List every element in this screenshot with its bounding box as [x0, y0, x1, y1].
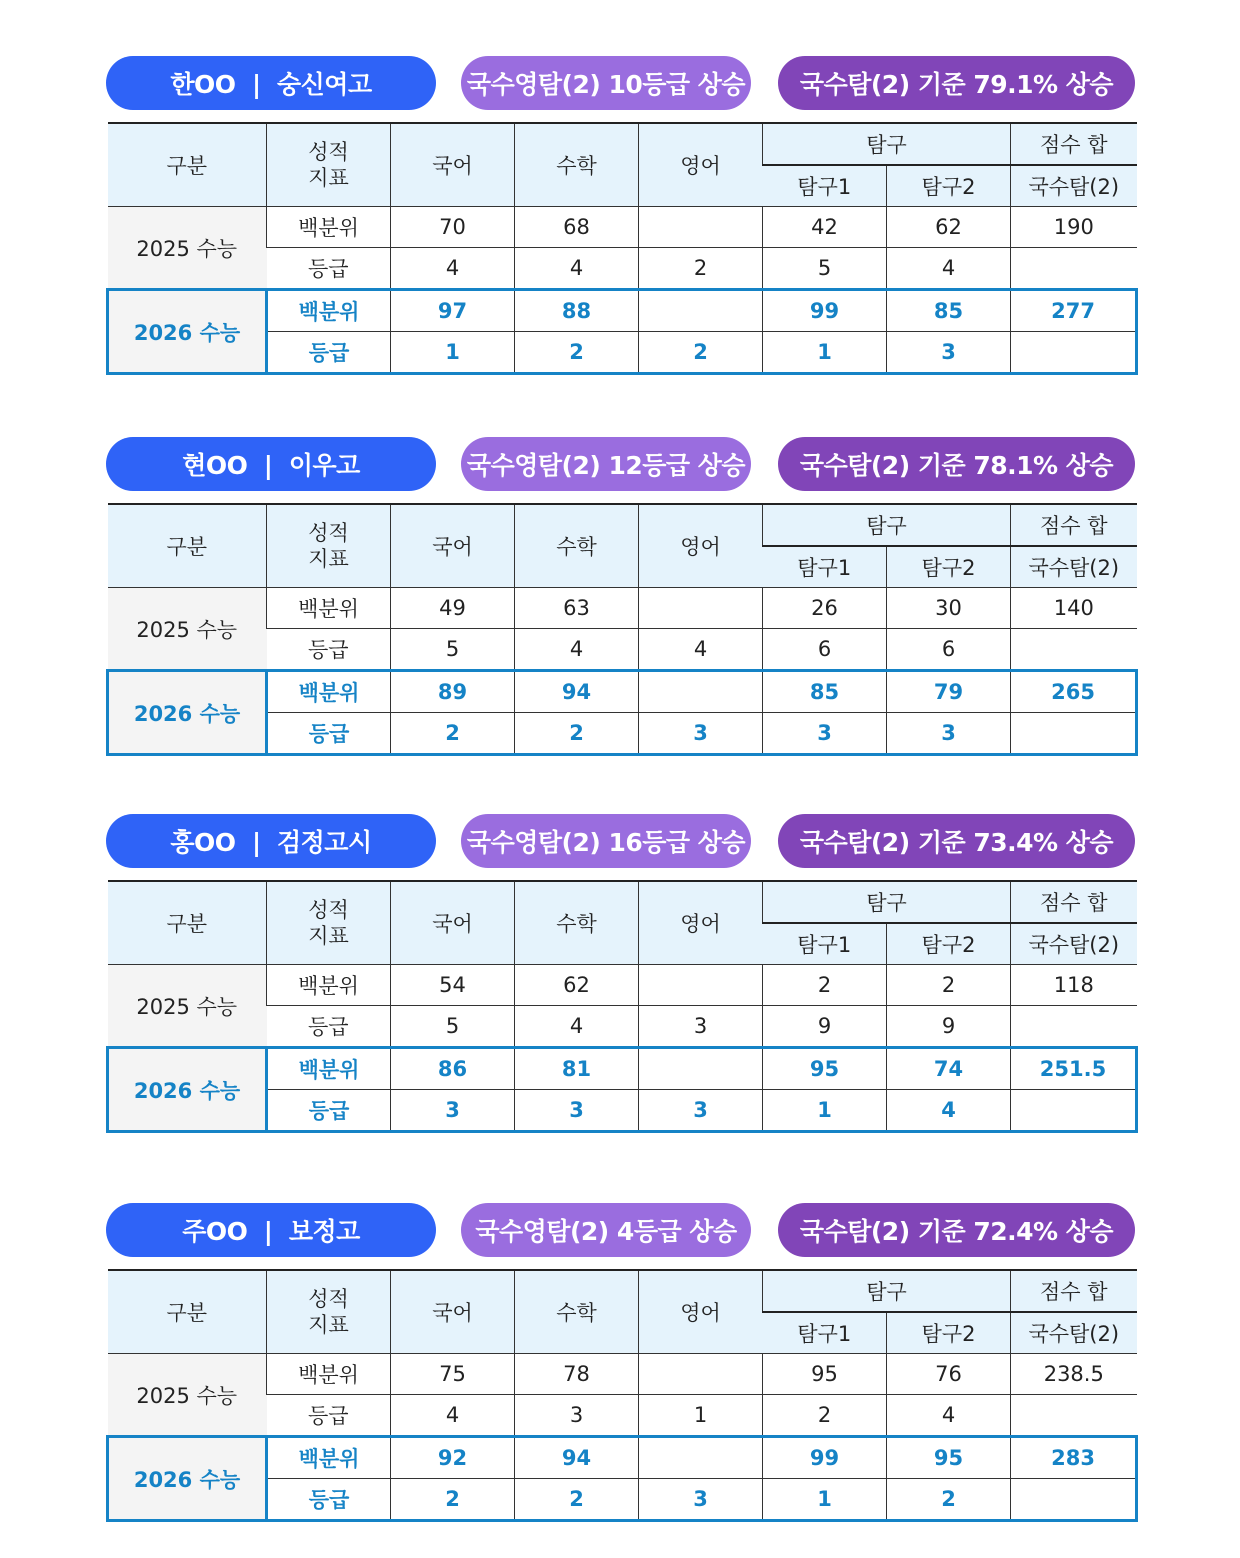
sum-cell — [1011, 1395, 1137, 1437]
year-2026-label: 2026 수능 — [108, 290, 267, 374]
math-cell: 94 — [515, 671, 639, 713]
header-indicator: 성적 지표 — [267, 504, 391, 588]
header-inquiry: 탐구 — [763, 504, 1011, 546]
math-cell: 62 — [515, 965, 639, 1006]
english-cell — [639, 588, 763, 629]
header-english: 영어 — [639, 504, 763, 588]
sum-cell: 190 — [1011, 207, 1137, 248]
inquiry1-cell: 1 — [763, 1090, 887, 1132]
inquiry1-cell: 85 — [763, 671, 887, 713]
korean-cell: 75 — [391, 1354, 515, 1395]
math-cell: 4 — [515, 248, 639, 290]
english-cell: 3 — [639, 1479, 763, 1521]
header-inquiry1: 탐구1 — [763, 923, 887, 965]
korean-cell: 5 — [391, 1006, 515, 1048]
header-inquiry2: 탐구2 — [887, 165, 1011, 207]
indicator-label: 등급 — [267, 248, 391, 290]
header-sum-sub: 국수탐(2) — [1011, 1312, 1137, 1354]
percent-improvement-badge: 국수탐(2) 기준 73.4% 상승 — [778, 814, 1135, 868]
inquiry2-cell: 6 — [887, 629, 1011, 671]
student-name-badge: 주OO | 보정고 — [106, 1203, 436, 1257]
year-2025-label: 2025 수능 — [108, 207, 267, 290]
inquiry2-cell: 76 — [887, 1354, 1011, 1395]
inquiry1-cell: 95 — [763, 1048, 887, 1090]
header-korean: 국어 — [391, 881, 515, 965]
math-cell: 81 — [515, 1048, 639, 1090]
math-cell: 94 — [515, 1437, 639, 1479]
indicator-label: 등급 — [267, 1090, 391, 1132]
year-2025-label: 2025 수능 — [108, 1354, 267, 1437]
inquiry2-cell: 3 — [887, 713, 1011, 755]
math-cell: 4 — [515, 1006, 639, 1048]
english-cell: 3 — [639, 713, 763, 755]
english-cell — [639, 290, 763, 332]
indicator-label: 백분위 — [267, 1354, 391, 1395]
english-cell: 3 — [639, 1006, 763, 1048]
summary-pills — [106, 437, 1135, 491]
inquiry2-cell: 4 — [887, 1395, 1011, 1437]
row-2026-percentile — [108, 1437, 1137, 1479]
math-cell: 63 — [515, 588, 639, 629]
inquiry2-cell: 4 — [887, 1090, 1011, 1132]
row-2026-percentile — [108, 1048, 1137, 1090]
indicator-label: 백분위 — [267, 588, 391, 629]
summary-pills — [106, 56, 1135, 110]
row-2025-percentile — [108, 1354, 1137, 1395]
inquiry2-cell: 4 — [887, 248, 1011, 290]
indicator-label: 백분위 — [267, 1437, 391, 1479]
header-inquiry: 탐구 — [763, 1270, 1011, 1312]
sum-cell: 238.5 — [1011, 1354, 1137, 1395]
indicator-label: 등급 — [267, 1479, 391, 1521]
inquiry1-cell: 26 — [763, 588, 887, 629]
header-inquiry1: 탐구1 — [763, 1312, 887, 1354]
percent-improvement-badge: 국수탐(2) 기준 79.1% 상승 — [778, 56, 1135, 110]
english-cell: 2 — [639, 248, 763, 290]
indicator-label: 백분위 — [267, 1048, 391, 1090]
inquiry1-cell: 2 — [763, 1395, 887, 1437]
english-cell — [639, 207, 763, 248]
sum-cell: 283 — [1011, 1437, 1137, 1479]
korean-cell: 92 — [391, 1437, 515, 1479]
header-indicator: 성적 지표 — [267, 1270, 391, 1354]
student-block — [106, 814, 1135, 1123]
header-korean: 국어 — [391, 1270, 515, 1354]
indicator-label: 백분위 — [267, 290, 391, 332]
header-inquiry: 탐구 — [763, 123, 1011, 165]
summary-pills — [106, 814, 1135, 868]
header-sum: 점수 합 — [1011, 1270, 1137, 1312]
inquiry2-cell: 74 — [887, 1048, 1011, 1090]
inquiry2-cell: 9 — [887, 1006, 1011, 1048]
korean-cell: 89 — [391, 671, 515, 713]
sum-cell: 251.5 — [1011, 1048, 1137, 1090]
indicator-label: 등급 — [267, 629, 391, 671]
summary-pills — [106, 1203, 1135, 1257]
header-korean: 국어 — [391, 504, 515, 588]
header-english: 영어 — [639, 1270, 763, 1354]
sum-cell: 265 — [1011, 671, 1137, 713]
sum-cell: 277 — [1011, 290, 1137, 332]
header-category: 구분 — [108, 504, 267, 588]
english-cell — [639, 1048, 763, 1090]
inquiry2-cell: 85 — [887, 290, 1011, 332]
korean-cell: 5 — [391, 629, 515, 671]
korean-cell: 70 — [391, 207, 515, 248]
english-cell — [639, 965, 763, 1006]
header-indicator: 성적 지표 — [267, 881, 391, 965]
english-cell — [639, 1354, 763, 1395]
header-inquiry2: 탐구2 — [887, 923, 1011, 965]
indicator-label: 등급 — [267, 1006, 391, 1048]
inquiry2-cell: 2 — [887, 1479, 1011, 1521]
korean-cell: 4 — [391, 1395, 515, 1437]
header-sum: 점수 합 — [1011, 123, 1137, 165]
score-table — [106, 880, 1138, 1133]
year-2026-label: 2026 수능 — [108, 1437, 267, 1521]
row-2026-percentile — [108, 290, 1137, 332]
inquiry1-cell: 1 — [763, 1479, 887, 1521]
indicator-label: 백분위 — [267, 671, 391, 713]
header-inquiry2: 탐구2 — [887, 546, 1011, 588]
row-2026-percentile — [108, 671, 1137, 713]
indicator-label: 등급 — [267, 332, 391, 374]
header-category: 구분 — [108, 123, 267, 207]
sum-cell — [1011, 1479, 1137, 1521]
grade-improvement-badge: 국수영탐(2) 16등급 상승 — [461, 814, 751, 868]
math-cell: 2 — [515, 332, 639, 374]
row-2025-percentile — [108, 965, 1137, 1006]
math-cell: 3 — [515, 1395, 639, 1437]
header-row — [108, 881, 1137, 923]
year-2025-label: 2025 수능 — [108, 588, 267, 671]
inquiry1-cell: 6 — [763, 629, 887, 671]
math-cell: 2 — [515, 1479, 639, 1521]
score-table — [106, 122, 1138, 375]
inquiry1-cell: 9 — [763, 1006, 887, 1048]
year-2026-label: 2026 수능 — [108, 1048, 267, 1132]
inquiry2-cell: 30 — [887, 588, 1011, 629]
header-math: 수학 — [515, 881, 639, 965]
grade-improvement-badge: 국수영탐(2) 10등급 상승 — [461, 56, 751, 110]
sum-cell — [1011, 1090, 1137, 1132]
header-category: 구분 — [108, 1270, 267, 1354]
row-2025-percentile — [108, 588, 1137, 629]
english-cell: 4 — [639, 629, 763, 671]
header-inquiry2: 탐구2 — [887, 1312, 1011, 1354]
student-block — [106, 56, 1135, 365]
korean-cell: 1 — [391, 332, 515, 374]
korean-cell: 49 — [391, 588, 515, 629]
header-sum-sub: 국수탐(2) — [1011, 923, 1137, 965]
inquiry2-cell: 79 — [887, 671, 1011, 713]
inquiry2-cell: 62 — [887, 207, 1011, 248]
english-cell: 2 — [639, 332, 763, 374]
header-math: 수학 — [515, 123, 639, 207]
header-sum-sub: 국수탐(2) — [1011, 546, 1137, 588]
header-indicator: 성적 지표 — [267, 123, 391, 207]
header-row — [108, 504, 1137, 546]
indicator-label: 백분위 — [267, 207, 391, 248]
indicator-label: 등급 — [267, 1395, 391, 1437]
grade-improvement-badge: 국수영탐(2) 4등급 상승 — [461, 1203, 751, 1257]
sum-cell: 118 — [1011, 965, 1137, 1006]
inquiry1-cell: 2 — [763, 965, 887, 1006]
english-cell: 3 — [639, 1090, 763, 1132]
korean-cell: 54 — [391, 965, 515, 1006]
grade-improvement-badge: 국수영탐(2) 12등급 상승 — [461, 437, 751, 491]
math-cell: 68 — [515, 207, 639, 248]
header-english: 영어 — [639, 881, 763, 965]
percent-improvement-badge: 국수탐(2) 기준 78.1% 상승 — [778, 437, 1135, 491]
sum-cell — [1011, 1006, 1137, 1048]
english-cell: 1 — [639, 1395, 763, 1437]
header-inquiry1: 탐구1 — [763, 165, 887, 207]
header-english: 영어 — [639, 123, 763, 207]
inquiry1-cell: 42 — [763, 207, 887, 248]
korean-cell: 2 — [391, 713, 515, 755]
inquiry1-cell: 95 — [763, 1354, 887, 1395]
header-sum: 점수 합 — [1011, 504, 1137, 546]
inquiry2-cell: 2 — [887, 965, 1011, 1006]
student-block — [106, 437, 1135, 746]
header-math: 수학 — [515, 1270, 639, 1354]
english-cell — [639, 1437, 763, 1479]
header-inquiry: 탐구 — [763, 881, 1011, 923]
math-cell: 78 — [515, 1354, 639, 1395]
percent-improvement-badge: 국수탐(2) 기준 72.4% 상승 — [778, 1203, 1135, 1257]
header-math: 수학 — [515, 504, 639, 588]
header-inquiry1: 탐구1 — [763, 546, 887, 588]
indicator-label: 백분위 — [267, 965, 391, 1006]
inquiry1-cell: 99 — [763, 1437, 887, 1479]
sum-cell — [1011, 629, 1137, 671]
korean-cell: 97 — [391, 290, 515, 332]
year-2026-label: 2026 수능 — [108, 671, 267, 755]
header-row — [108, 1270, 1137, 1312]
math-cell: 3 — [515, 1090, 639, 1132]
student-name-badge: 한OO | 숭신여고 — [106, 56, 436, 110]
inquiry1-cell: 5 — [763, 248, 887, 290]
math-cell: 4 — [515, 629, 639, 671]
english-cell — [639, 671, 763, 713]
score-table — [106, 503, 1138, 756]
inquiry1-cell: 3 — [763, 713, 887, 755]
inquiry1-cell: 1 — [763, 332, 887, 374]
score-table — [106, 1269, 1138, 1522]
student-name-badge: 현OO | 이우고 — [106, 437, 436, 491]
sum-cell — [1011, 713, 1137, 755]
student-block — [106, 1203, 1135, 1512]
header-row — [108, 123, 1137, 165]
header-category: 구분 — [108, 881, 267, 965]
math-cell: 88 — [515, 290, 639, 332]
korean-cell: 3 — [391, 1090, 515, 1132]
korean-cell: 4 — [391, 248, 515, 290]
year-2025-label: 2025 수능 — [108, 965, 267, 1048]
sum-cell: 140 — [1011, 588, 1137, 629]
korean-cell: 2 — [391, 1479, 515, 1521]
student-name-badge: 홍OO | 검정고시 — [106, 814, 436, 868]
korean-cell: 86 — [391, 1048, 515, 1090]
header-korean: 국어 — [391, 123, 515, 207]
row-2025-percentile — [108, 207, 1137, 248]
indicator-label: 등급 — [267, 713, 391, 755]
header-sum: 점수 합 — [1011, 881, 1137, 923]
math-cell: 2 — [515, 713, 639, 755]
header-sum-sub: 국수탐(2) — [1011, 165, 1137, 207]
inquiry2-cell: 3 — [887, 332, 1011, 374]
inquiry1-cell: 99 — [763, 290, 887, 332]
sum-cell — [1011, 332, 1137, 374]
inquiry2-cell: 95 — [887, 1437, 1011, 1479]
sum-cell — [1011, 248, 1137, 290]
